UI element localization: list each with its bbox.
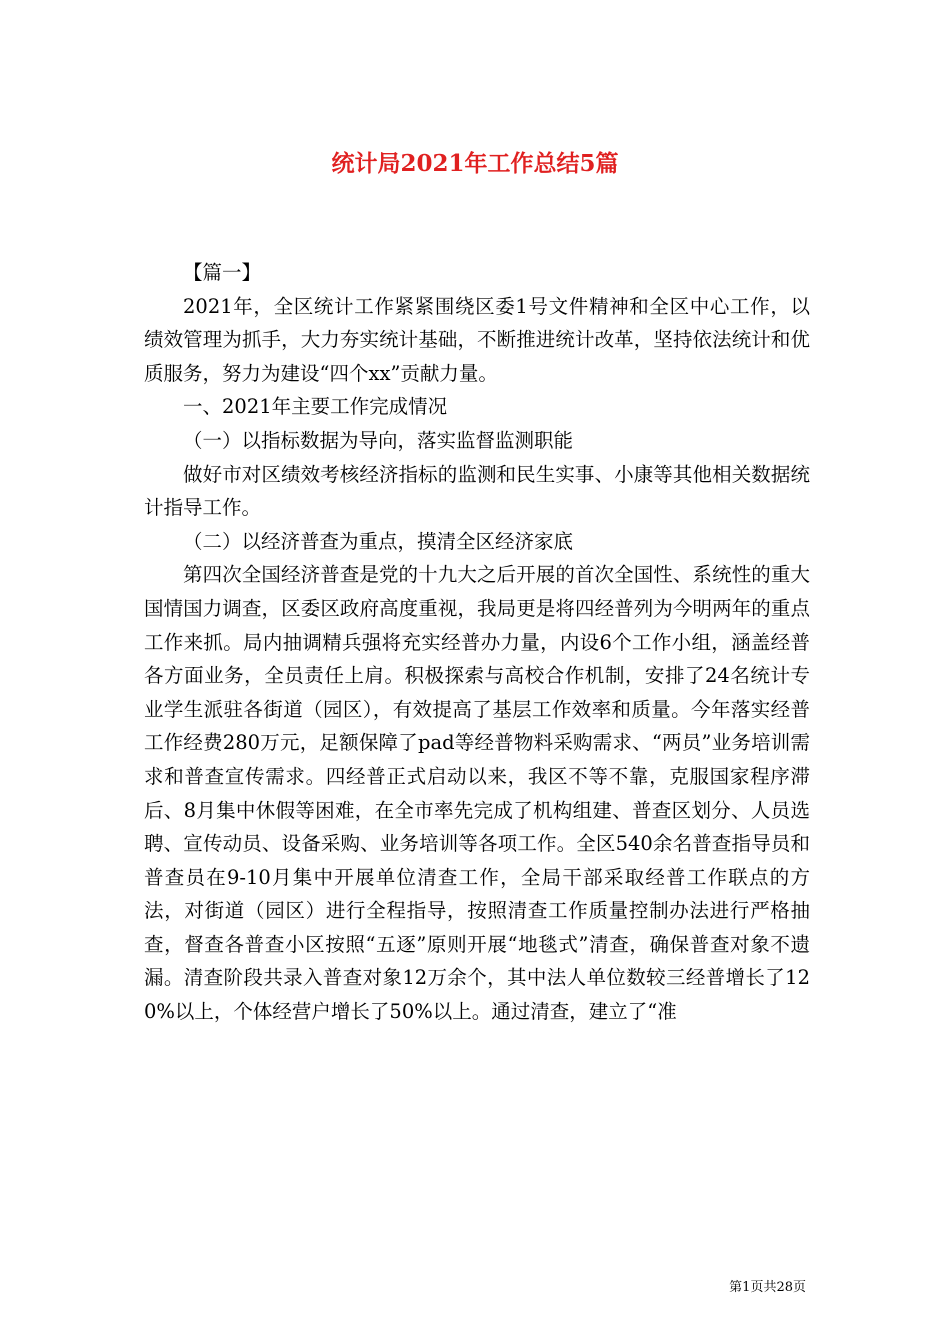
subsection-heading: （一）以指标数据为导向，落实监督监测职能	[183, 428, 574, 452]
body-paragraph: 做好市对区绩效考核经济指标的监测和民生实事、小康等其他相关数据统计指导工作。	[144, 462, 810, 520]
subsection-heading: （二）以经济普查为重点，摸清全区经济家底	[183, 529, 574, 553]
document-body	[144, 256, 810, 1029]
body-paragraph: 第四次全国经济普查是党的十九大之后开展的首次全国性、系统性的重大国情国力调查，区委区政府高度重视，我局更是将四经普列为今明两年的重点工作来抓。局内抽调精兵强将充实经普办力量，内设6个工作小组，涵盖经普各方面业务，全员责任上肩。积极探索与高校合作机制，安排了24名统计专业学生派驻各街道（园区），有效提高了基层工作效率和质量。今年落实经普工作经费280万元，足额保障了pad等经普物料采购需求、“两员”业务培训需求和普查宣传需求。四经普正式启动以来，我区不等不靠，克服国家程序滞后、8月集中休假等困难，在全市率先完成了机构组建、普查区划分、人员选聘、宣传动员、设备采购、业务培训等各项工作。全区540余名普查指导员和普查员在9-10月集中开展单位清查工作，全局干部采取经普工作联点的方法，对街道（园区）进行全程指导，按照清查工作质量控制办法进行严格抽查，督查各普查小区按照“五逐”原则开展“地毯式”清查，确保普查对象不遗漏。清查阶段共录入普查对象12万余个，其中法人单位数较三经普增长了120%以上，个体经营户增长了50%以上。通过清查，建立了“准	[144, 563, 810, 1024]
intro-paragraph: 2021年，全区统计工作紧紧围绕区委1号文件精神和全区中心工作，以绩效管理为抓手，大力夯实统计基础，不断推进统计改革，坚持依法统计和优质服务，努力为建设“四个xx”贡献力量。	[144, 294, 810, 385]
page-title: 统计局2021年工作总结5篇	[331, 150, 619, 178]
section-heading: 一、2021年主要工作完成情况	[183, 395, 448, 419]
section-label: 【篇一】	[183, 261, 262, 284]
page-number-footer: 第1页共28页	[729, 1280, 806, 1295]
